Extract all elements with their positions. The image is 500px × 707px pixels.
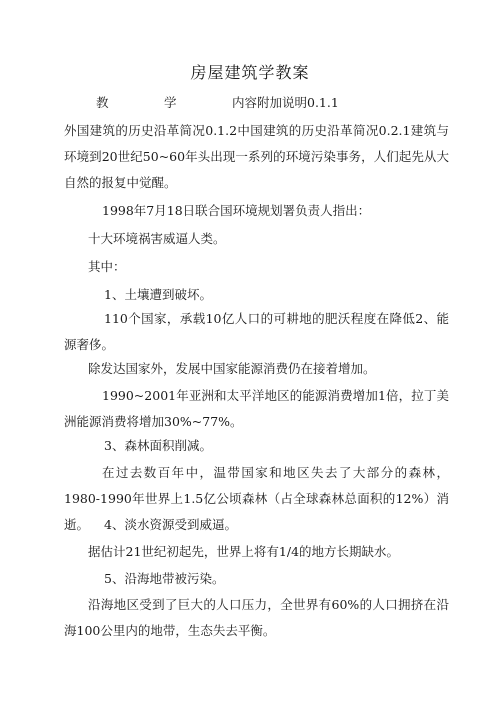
heading-char-jiao: 教 <box>96 95 109 110</box>
document-title: 房屋建筑学教案 <box>190 63 310 82</box>
heading-content-note: 内容附加说明0.1.1 <box>232 95 339 110</box>
paragraph-10: 在过去数百年中，温带国家和地区失去了大部分的森林，1980-1990年世界上1.5亿公顷森林（占全球森林总面积的12%）消逝。 <box>64 465 449 532</box>
paragraph-1: 外国建筑的历史沿革简况0.1.2中国建筑的历史沿革简况0.2.1建筑与环境到20世纪50~60年头出现一系列的环境污染事务，人们起先从大自然的报复中觉醒。 <box>64 123 449 190</box>
paragraph-5: 1、土壤遭到破坏。 <box>104 287 212 302</box>
paragraph-11: 4、淡水资源受到威逼。 <box>104 517 237 532</box>
paragraph-3: 十大环境祸害威逼人类。 <box>88 231 226 246</box>
paragraph-12: 据估计21世纪初起先，世界上将有1/4的地方长期缺水。 <box>88 544 400 559</box>
paragraph-4: 其中： <box>88 259 126 274</box>
paragraph-14: 沿海地区受到了巨大的人口压力，全世界有60%的人口拥挤在沿海100公里内的地带，生态失去平衡。 <box>64 597 449 638</box>
paragraph-7: 除发达国家外，发展中国家能源消费仍在接着增加。 <box>88 361 376 376</box>
paragraph-6: 110个国家，承载10亿人口的可耕地的肥沃程度在降低2、能源奢侈。 <box>64 311 449 352</box>
paragraph-2: 1998年7月18日联合国环境规划署负责人指出： <box>102 203 371 218</box>
paragraph-8: 1990~2001年亚洲和太平洋地区的能源消费增加1倍，拉丁美洲能源消费将增加30%~77%。 <box>64 388 449 429</box>
section-heading <box>0 93 500 113</box>
paragraph-13: 5、沿海地带被污染。 <box>104 571 225 586</box>
paragraph-9: 3、森林面积削减。 <box>104 438 212 453</box>
heading-char-xue: 学 <box>164 95 177 110</box>
